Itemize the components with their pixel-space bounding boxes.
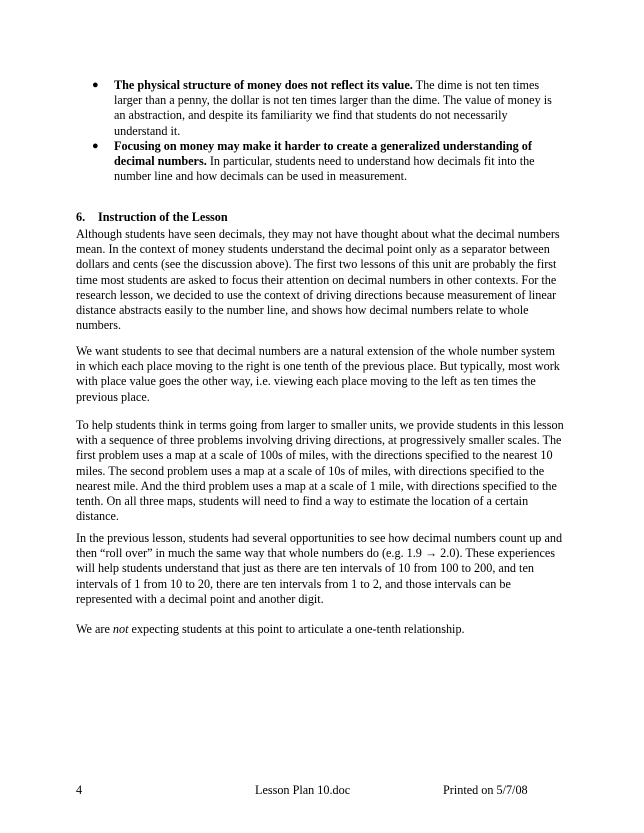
section-number: 6. [76,210,86,224]
paragraph: To help students think in terms going from larger to smaller units, we provide students in this lesson with a sequence of three problems involving driving directions, at progressively smaller scales. The first problem uses a map at a scale of 100s of miles, with the directions specified to the nearest 10 miles. The second problem uses a map at a scale of 10s of miles, with directions specified to the nearest mile. And the third problem uses a map at a scale of 1 mile, with directions specified to the tenth. On all three maps, students will need to find a way to estimate the location of a certain distance. [76,418,564,524]
section-heading [76,210,228,225]
bullet-item [92,78,562,139]
paragraph-text: expecting students at this point to articulate a one-tenth relationship. [128,622,465,636]
emphasis-text: not [112,622,129,636]
paragraph: We want students to see that decimal numbers are a natural extension of the whole number system in which each place moving to the right is one tenth of the previous place. But typically, most work with place value goes the other way, i.e. viewing each place moving to the left as ten times the previous place. [76,344,560,404]
page-footer [0,783,644,799]
bullet-icon: ● [92,139,99,152]
bullet-text: The dime is not ten times larger than a penny, the dollar is not ten times larger than the dime. The value of money is an abstraction, and despite its familiarity we find that students do not necessarily understand it. [114,78,552,138]
paragraph-text: We are [76,622,113,636]
bullet-text: In particular, students need to understand how decimals fit into the number line and how decimals can be used in measurement. [114,154,535,184]
section-title: Instruction of the Lesson [98,210,228,224]
footer-document-name: Lesson Plan 10.doc [255,783,351,797]
paragraph [76,622,566,637]
bullet-icon: ● [92,79,99,91]
footer-printed-date: Printed on 5/7/08 [443,783,528,797]
bullet-item [92,139,562,185]
footer-page-number: 4 [76,783,83,797]
bullet-bold-lead: The physical structure of money does not reflect its value. [114,78,413,92]
bullet-bold-lead: Focusing on money may make it harder to create a generalized understanding of decimal numbers. [114,138,532,169]
bullet-list [92,78,562,184]
paragraph: Although students have seen decimals, they may not have thought about what the decimal numbers mean. In the context of money students understand the decimal point only as a separator between dollars and cents (see the discussion above). The first two lessons of this unit are probably the first time most students are asked to focus their attention on decimal numbers in other contexts. For the research lesson, we decided to use the context of driving directions because measurement of linear distance abstracts easily to the number line, and shows how decimal numbers relate to whole numbers. [76,227,560,333]
paragraph: In the previous lesson, students had several opportunities to see how decimal numbers count up and then “roll over” in much the same way that whole numbers do (e.g. 1.9 → 2.0). These experiences will help students understand that just as there are ten intervals of 10 from 100 to 200, and ten intervals of 1 from 10 to 20, there are ten intervals from 1 to 2, and those intervals can be represented with a decimal point and another digit. [76,531,563,606]
